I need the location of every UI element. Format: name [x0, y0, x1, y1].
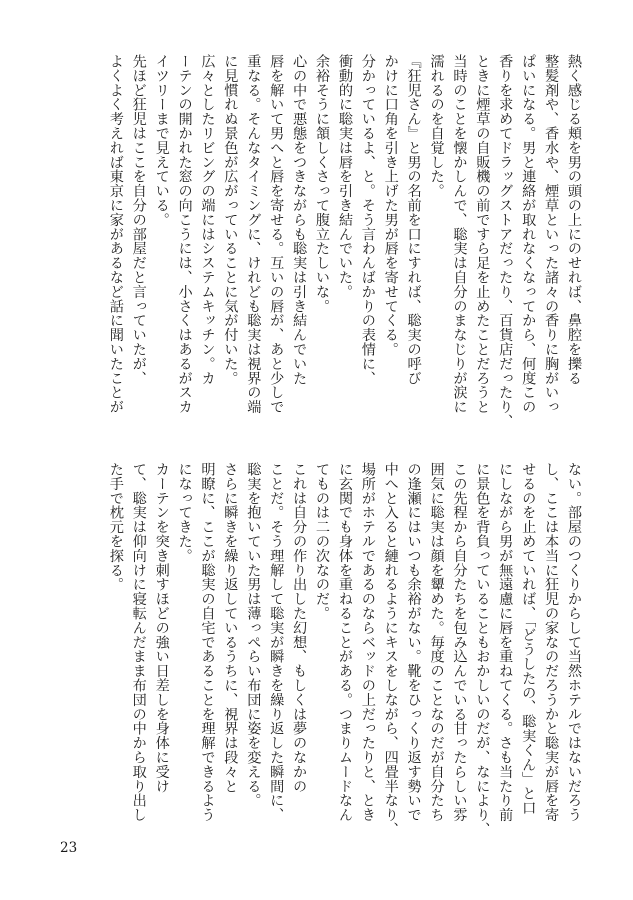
- text-line: ときに煙草の自販機の前ですら足を止めたことだろうと: [474, 54, 491, 414]
- text-line: ーテンの開かれた窓の向こうには、小さくはあるがスカ: [176, 54, 193, 414]
- text-line: かけに口角を引き上げた男が唇を寄せてくる。: [382, 54, 399, 357]
- text-line: この先程から自分たちを包み込んでいる甘ったらしい雰: [451, 462, 468, 822]
- text-line: 香りを求めてドラッグストアだったり、百貨店だったり、: [497, 54, 514, 429]
- text-line: 広々としたリビングの端にはシステムキッチン。カ: [199, 54, 216, 386]
- page-number: 23: [60, 840, 78, 856]
- text-line: に玄関でも身体を重ねることがある。つまりムードなん: [336, 462, 353, 822]
- text-line: 熱く感じる頬を男の頭の上にのせれば、鼻腔を擽る: [566, 54, 582, 386]
- lower-text-block: [104, 462, 585, 837]
- text-line: ない。部屋のつくりからして当然ホテルではないだろう: [566, 462, 582, 822]
- text-line: 中へと入ると縺れるようにキスをしながら、四畳半なり、: [382, 462, 399, 837]
- text-line: 分かっているよ、と。そう言わんばかりの表情に、: [359, 54, 376, 386]
- text-line: さらに瞬きを繰り返しているうちに、視界は段々と: [222, 462, 239, 794]
- text-line: よくよく考えれば東京に家があるなど話に聞いたことが: [107, 54, 124, 414]
- text-line: これは自分の作り出した幻想、もしくは夢のなかの: [291, 462, 308, 794]
- text-line: 重なる。そんなタイミングに、けれども聡実は視界の端: [245, 54, 262, 414]
- text-line: てものは二の次なのだ。: [314, 462, 331, 621]
- text-line: て、聡実は仰向けに寝転んだまま布団の中から取り出し: [130, 462, 147, 822]
- text-line: 衝動的に聡実は唇を引き結んでいた。: [336, 54, 353, 299]
- text-line: 場所がホテルであるのならベッドの上だったりと、とき: [359, 462, 376, 822]
- text-line: の逢瀬にはいつも余裕がない。靴をひっくり返す勢いで: [405, 462, 422, 822]
- text-line: に見慣れぬ景色が広がっていることに気が付いた。: [222, 54, 239, 386]
- text-line: た手で枕元を探る。: [107, 462, 124, 592]
- text-line: に景色を背負っていることもおかしいのだが、なにより、: [474, 462, 491, 837]
- text-line: 先ほど狂児はここを自分の部屋だと言っていたが、: [130, 54, 147, 386]
- text-line: 『狂児さん』と男の名前を口にすれば、聡実の呼び: [405, 54, 422, 386]
- text-line: 囲気に聡実は顔を顰めた。毎度のことなのだが自分たち: [428, 462, 445, 822]
- text-line: ぱいになる。男と連絡が取れなくなってから、何度この: [520, 54, 537, 414]
- text-line: にしながら男が無遠慮に唇を重ねてくる。さも当たり前: [497, 462, 514, 822]
- text-line: 当時のことを懐かしんで、聡実は自分のまなじりが涙に: [451, 54, 468, 414]
- upper-text-block: [104, 54, 585, 429]
- text-line: 唇を解いて男へと唇を寄せる。互いの唇が、あと少しで: [268, 54, 285, 414]
- text-line: ことだ。そう理解して聡実が瞬きを繰り返した瞬間に、: [268, 462, 285, 822]
- text-line: イツリーまで見えている。: [153, 54, 170, 227]
- text-line: 聡実を抱いていた男は薄っぺらい布団に姿を変える。: [245, 462, 262, 808]
- text-line: 余裕そうに頷しくさって腹立たしいな。: [314, 54, 331, 314]
- text-line: 濡れるのを自覚した。: [428, 54, 445, 198]
- text-line: し、ここは本当に狂児の家なのだろうかと聡実が唇を寄: [543, 462, 560, 822]
- text-line: になってきた。: [176, 462, 193, 563]
- text-line: 明瞭に、ここが聡実の自宅であることを理解できるよう: [199, 462, 216, 822]
- text-line: カーテンを突き刺すほどの強い日差しを身体に受け: [153, 462, 170, 794]
- text-line: 整髪剤や、香水や、煙草といった諸々の香りに胸がいっ: [543, 54, 560, 414]
- text-line: せるのを止めていれば、「どうしたの、聡実くん」と口: [520, 462, 537, 815]
- text-line: 心の中で悪態をつきながらも聡実は引き結んでいた: [291, 54, 308, 386]
